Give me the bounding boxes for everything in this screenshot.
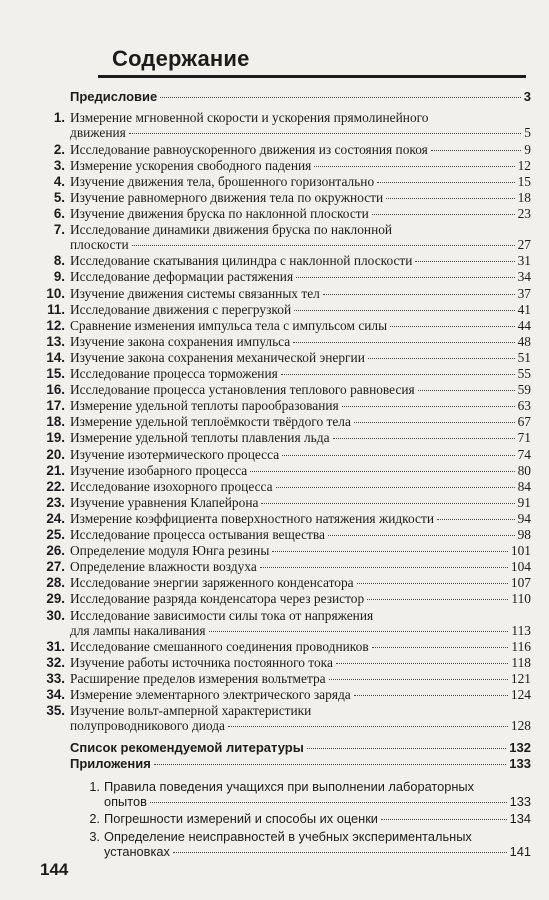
entry-title: Предисловие — [70, 89, 158, 104]
entry-line — [70, 125, 531, 140]
entry-title: Исследование скатывания цилиндра с наклонной плоскости — [70, 253, 413, 269]
leader-dots — [381, 819, 507, 820]
entry-page: 134 — [509, 811, 531, 827]
entry-title: Список рекомендуемой литературы — [70, 739, 304, 755]
entry-page: 133 — [509, 794, 531, 810]
entry-line — [70, 237, 531, 252]
toc-entry — [0, 447, 549, 462]
leader-dots — [328, 535, 515, 536]
toc-entry — [0, 543, 549, 558]
leader-dots — [307, 748, 506, 749]
entry-number: 29. — [46, 591, 65, 607]
entry-number: 20. — [46, 446, 65, 462]
leader-dots — [386, 198, 514, 199]
toc-entry — [0, 142, 549, 157]
entry-line — [70, 511, 531, 526]
entry-title: Исследование зависимости силы тока от напряжения — [70, 607, 374, 623]
entry-page: 121 — [510, 671, 531, 686]
appendix-entry — [0, 811, 549, 826]
entry-line — [70, 334, 531, 349]
entry-line — [70, 639, 531, 654]
entry-page: 124 — [510, 687, 531, 703]
leader-dots — [367, 599, 508, 600]
entry-line — [104, 829, 531, 844]
entry-number: 1. — [89, 778, 100, 794]
entry-number: 30. — [46, 607, 65, 623]
entry-line — [70, 174, 531, 189]
entry-title: Измерение мгновенной скорости и ускорения прямолинейного — [70, 110, 429, 126]
entry-title: Измерение удельной теплоты плавления льда — [70, 430, 330, 446]
entry-title: Исследование динамики движения бруска по наклонной — [70, 222, 393, 237]
entry-page: 98 — [517, 527, 531, 542]
appendix-entry — [0, 829, 549, 859]
toc-entry — [0, 222, 549, 252]
leader-dots — [342, 406, 515, 407]
toc-entry — [0, 639, 549, 654]
leader-dots — [296, 277, 515, 278]
entry-title: Измерение коэффициента поверхностного натяжения жидкости — [70, 510, 434, 526]
entry-title: Изучение движения тела, брошенного горизонтально — [70, 173, 375, 189]
entry-title: Изучение изобарного процесса — [70, 462, 248, 478]
entry-page: 91 — [517, 494, 531, 510]
entry-line — [70, 447, 531, 462]
entry-line — [70, 398, 531, 413]
title-underline — [98, 75, 526, 78]
entry-number: 31. — [46, 638, 65, 654]
leader-dots — [228, 726, 508, 727]
toc-entry — [0, 655, 549, 670]
entry-title: Изучение работы источника постоянного тока — [70, 654, 333, 670]
toc-entry — [0, 174, 549, 189]
entry-title: Измерение удельной теплоты парообразования — [70, 398, 339, 414]
entry-title: движения — [70, 125, 126, 141]
section-entry — [0, 740, 549, 755]
entry-page: 128 — [510, 718, 531, 734]
entry-line — [70, 495, 531, 510]
leader-dots — [333, 438, 515, 439]
entry-line — [70, 89, 531, 104]
entry-title: Изучение движения бруска по наклонной плоскости — [70, 205, 369, 221]
entry-title: Приложения — [70, 755, 151, 771]
leader-dots — [314, 166, 514, 167]
entry-page: 74 — [517, 446, 531, 462]
leader-dots — [354, 695, 508, 696]
leader-dots — [336, 663, 509, 664]
toc-entry — [0, 286, 549, 301]
entry-line — [104, 844, 531, 859]
entry-number: 3. — [89, 828, 100, 844]
entry-number: 28. — [46, 575, 65, 591]
entry-line — [70, 543, 531, 558]
entry-page: 118 — [511, 654, 531, 670]
toc-entry — [0, 591, 549, 606]
leader-dots — [354, 422, 515, 423]
entry-line — [70, 382, 531, 397]
entry-page: 104 — [510, 559, 531, 575]
entry-title: Изучение вольт-амперной характеристики — [70, 703, 312, 719]
entry-page: 51 — [517, 349, 531, 365]
toc-entry — [0, 559, 549, 574]
page-title: Содержание — [112, 46, 250, 71]
leader-dots — [281, 374, 515, 375]
entry-page: 80 — [517, 462, 531, 478]
entry-page: 141 — [509, 843, 531, 859]
entry-number: 32. — [46, 654, 65, 670]
toc-entry — [0, 479, 549, 494]
entry-line — [104, 779, 531, 794]
leader-dots — [418, 390, 515, 391]
entry-title: Расширение пределов измерения вольтметра — [70, 671, 326, 686]
entry-title: Определение неисправностей в учебных экспериментальных — [104, 828, 472, 844]
entry-line — [70, 575, 531, 590]
entry-page: 84 — [517, 478, 531, 494]
toc-entry — [0, 398, 549, 413]
leader-dots — [372, 214, 515, 215]
entry-number: 21. — [46, 462, 65, 478]
entry-line — [70, 479, 531, 494]
entry-page: 31 — [517, 253, 531, 269]
entry-number: 14. — [46, 349, 65, 365]
toc-entry — [0, 350, 549, 365]
toc-entry — [0, 158, 549, 173]
entry-number: 3. — [53, 157, 65, 173]
entry-number: 15. — [46, 366, 65, 381]
entry-line — [70, 430, 531, 445]
entry-page: 3 — [523, 89, 531, 104]
entry-line — [70, 527, 531, 542]
entry-page: 59 — [517, 382, 531, 398]
leader-dots — [431, 150, 521, 151]
entry-page: 12 — [517, 157, 531, 173]
toc-entry — [0, 430, 549, 445]
entry-page: 133 — [509, 755, 531, 771]
entry-title: Правила поведения учащихся при выполнении лабораторных — [104, 778, 475, 794]
leader-dots — [390, 326, 514, 327]
entry-title: Изучение уравнения Клапейрона — [70, 494, 259, 510]
entry-line — [70, 703, 531, 718]
toc-entry — [0, 608, 549, 638]
leader-dots — [132, 245, 515, 246]
entry-title: установках — [104, 843, 170, 859]
entry-line — [70, 190, 531, 205]
entry-page: 44 — [517, 317, 531, 333]
entry-title: Исследование процесса торможения — [70, 366, 278, 381]
leader-dots — [368, 358, 515, 359]
entry-line — [70, 350, 531, 365]
entry-line — [70, 623, 531, 638]
entry-number: 13. — [46, 333, 65, 349]
entry-page: 9 — [524, 141, 531, 157]
entry-page: 101 — [510, 543, 531, 559]
entry-number: 25. — [46, 527, 65, 542]
leader-dots — [173, 852, 507, 853]
leader-dots — [329, 679, 508, 680]
entry-line — [70, 687, 531, 702]
entry-number: 35. — [46, 703, 65, 719]
entry-line — [70, 366, 531, 381]
entry-line — [70, 302, 531, 317]
entry-line — [70, 463, 531, 478]
entry-number: 34. — [46, 687, 65, 703]
toc-entry — [0, 190, 549, 205]
leader-dots — [150, 802, 507, 803]
entry-number: 5. — [53, 189, 65, 205]
leader-dots — [209, 631, 509, 632]
entry-title: Изучение равномерного движения тела по окружности — [70, 189, 384, 205]
entry-line — [70, 671, 531, 686]
entry-title: Измерение ускорения свободного падения — [70, 157, 312, 173]
leader-dots — [294, 310, 515, 311]
entry-page: 63 — [517, 398, 531, 414]
toc-entry — [0, 366, 549, 381]
entry-number: 26. — [46, 543, 65, 559]
toc-entry — [0, 687, 549, 702]
toc-entry — [0, 527, 549, 542]
leader-dots — [437, 519, 515, 520]
leader-dots — [260, 567, 508, 568]
entry-number: 12. — [46, 317, 65, 333]
leader-dots — [372, 647, 509, 648]
entry-page: 132 — [509, 739, 531, 755]
entry-page: 15 — [517, 173, 531, 189]
toc-entry — [0, 334, 549, 349]
entry-number: 9. — [53, 269, 65, 285]
entry-title: Изучение изотермического процесса — [70, 446, 280, 462]
entry-line — [70, 718, 531, 733]
entry-title: Исследование процесса установления теплового равновесия — [70, 382, 415, 398]
toc-entry — [0, 575, 549, 590]
entry-title: Исследование смешанного соединения проводников — [70, 638, 369, 654]
entry-line — [70, 608, 531, 623]
entry-number: 16. — [46, 382, 65, 398]
entry-line — [70, 269, 531, 284]
section-entry — [0, 756, 549, 771]
entry-number: 19. — [46, 430, 65, 446]
entry-number: 7. — [53, 222, 65, 237]
entry-title: Изучение движения системы связанных тел — [70, 285, 320, 301]
toc-entry — [0, 495, 549, 510]
entry-page: 5 — [524, 125, 531, 141]
entry-line — [70, 253, 531, 268]
leader-dots — [250, 471, 514, 472]
toc-entry — [0, 703, 549, 733]
entry-page: 27 — [517, 237, 531, 253]
entry-number: 4. — [53, 173, 65, 189]
entry-number: 2. — [89, 811, 100, 827]
entry-title: Определение влажности воздуха — [70, 559, 257, 575]
toc-entry — [0, 382, 549, 397]
entry-number: 17. — [46, 398, 65, 414]
toc-entry — [0, 206, 549, 221]
entry-title: Сравнение изменения импульса тела с импульсом силы — [70, 317, 388, 333]
leader-dots — [129, 133, 521, 134]
entry-number: 2. — [53, 141, 65, 157]
entry-title: плоскости — [70, 237, 129, 253]
entry-number: 23. — [46, 494, 65, 510]
entry-title: полупроводникового диода — [70, 718, 225, 734]
leader-dots — [293, 342, 514, 343]
entry-line — [70, 318, 531, 333]
entry-page: 37 — [517, 285, 531, 301]
entry-line — [70, 740, 531, 755]
entry-line — [70, 559, 531, 574]
toc-entry — [0, 511, 549, 526]
entry-page: 34 — [517, 269, 531, 285]
entry-number: 8. — [53, 253, 65, 269]
toc-entry — [0, 302, 549, 317]
appendix-entry — [0, 779, 549, 809]
toc-entry — [0, 318, 549, 333]
entry-number: 22. — [46, 478, 65, 494]
entry-page: 48 — [517, 333, 531, 349]
entry-title: Изучение закона сохранения механической энергии — [70, 349, 365, 365]
entry-line — [70, 414, 531, 429]
entry-number: 24. — [46, 510, 65, 526]
entry-line — [70, 206, 531, 221]
leader-dots — [261, 503, 514, 504]
entry-page: 107 — [510, 575, 531, 591]
leader-dots — [160, 97, 521, 98]
toc-entry — [0, 110, 549, 140]
entry-line — [70, 286, 531, 301]
entry-page: 67 — [517, 414, 531, 430]
entry-page: 23 — [517, 205, 531, 221]
leader-dots — [415, 261, 514, 262]
entry-page: 71 — [517, 430, 531, 446]
entry-title: Исследование разряда конденсатора через резистор — [70, 591, 365, 607]
entry-page: 116 — [511, 638, 531, 654]
entry-page: 94 — [517, 510, 531, 526]
leader-dots — [282, 455, 514, 456]
entry-title: Изучение закона сохранения импульса — [70, 333, 291, 349]
toc-entry — [0, 269, 549, 284]
leader-dots — [323, 294, 515, 295]
entry-title: Исследование деформации растяжения — [70, 269, 294, 285]
entry-title: Исследование процесса остывания вещества — [70, 527, 325, 542]
entry-line — [104, 794, 531, 809]
leader-dots — [272, 551, 508, 552]
leader-dots — [276, 487, 515, 488]
entry-title: Исследование равноускоренного движения из состояния покоя — [70, 141, 428, 157]
leader-dots — [154, 764, 506, 765]
entry-page: 18 — [517, 189, 531, 205]
toc-entry — [0, 671, 549, 686]
entry-number: 18. — [46, 414, 65, 430]
entry-line — [70, 591, 531, 606]
leader-dots — [377, 182, 514, 183]
entry-number: 6. — [53, 205, 65, 221]
entry-line — [104, 811, 531, 826]
entry-title: опытов — [104, 794, 147, 810]
entry-number: 10. — [46, 285, 65, 301]
entry-line — [70, 655, 531, 670]
toc-entry — [0, 463, 549, 478]
entry-title: Исследование движения с перегрузкой — [70, 301, 292, 317]
entry-number: 33. — [46, 671, 65, 686]
entry-title: Исследование энергии заряженного конденсатора — [70, 575, 354, 591]
entry-title: Исследование изохорного процесса — [70, 478, 273, 494]
entry-title: Измерение элементарного электрического заряда — [70, 687, 351, 703]
entry-line — [70, 158, 531, 173]
toc-entry — [0, 253, 549, 268]
entry-line — [70, 142, 531, 157]
entry-title: Измерение удельной теплоёмкости твёрдого тела — [70, 414, 351, 430]
page-number: 144 — [40, 860, 69, 879]
entry-title: Погрешности измерений и способы их оценки — [104, 811, 378, 827]
entry-number: 1. — [53, 110, 65, 126]
entry-line — [70, 110, 531, 125]
entry-line — [70, 222, 531, 237]
entry-number: 11. — [47, 301, 65, 317]
section-entry — [0, 89, 549, 104]
leader-dots — [357, 583, 508, 584]
entry-title: Определение модуля Юнга резины — [70, 543, 270, 559]
entry-page: 113 — [511, 622, 531, 638]
entry-number: 27. — [46, 559, 65, 575]
entry-line — [70, 756, 531, 771]
toc-entry — [0, 414, 549, 429]
entry-title: для лампы накаливания — [70, 622, 206, 638]
entry-page: 110 — [511, 591, 531, 607]
entry-page: 41 — [517, 301, 531, 317]
entry-page: 55 — [517, 366, 531, 381]
